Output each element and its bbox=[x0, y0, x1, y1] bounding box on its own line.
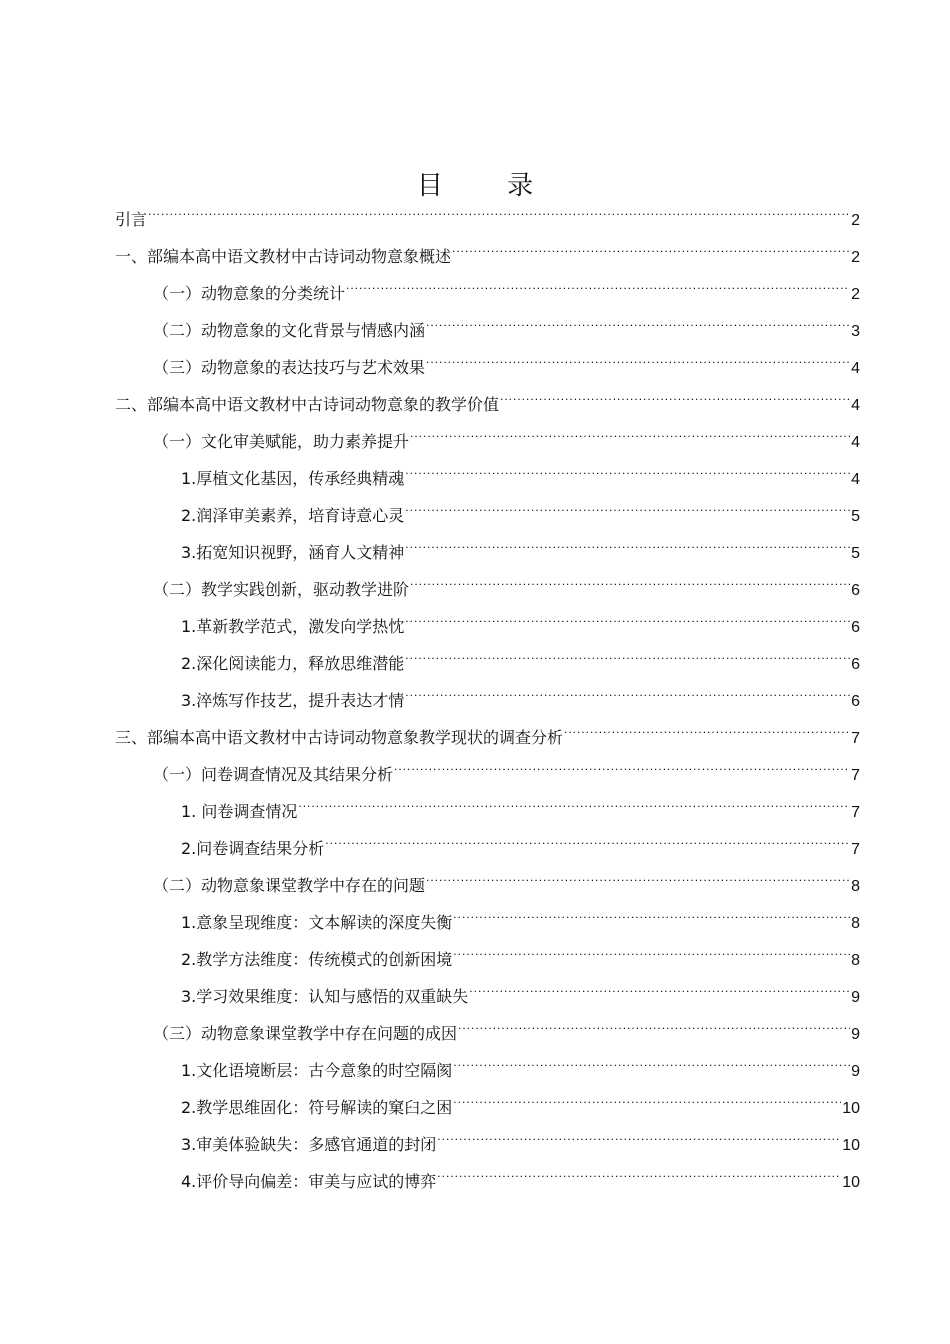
toc-entry-page-number: 7 bbox=[851, 730, 860, 747]
toc-entry-label: 引言 bbox=[115, 210, 148, 229]
toc-entry[interactable] bbox=[115, 1091, 860, 1128]
dot-leader bbox=[453, 1091, 841, 1113]
toc-entry-page-number: 7 bbox=[851, 804, 860, 821]
toc-entry-label: 3.淬炼写作技艺，提升表达才情 bbox=[181, 691, 405, 710]
toc-entry[interactable] bbox=[115, 277, 860, 314]
toc-entry-page-number: 8 bbox=[851, 952, 860, 969]
dot-leader bbox=[426, 869, 850, 891]
dot-leader bbox=[405, 536, 850, 558]
toc-entry-page-number: 9 bbox=[851, 1063, 860, 1080]
toc-entry-label: 1.革新教学范式，激发向学热忱 bbox=[181, 617, 405, 636]
toc-entry-label: 3.审美体验缺失：多感官通道的封闭 bbox=[181, 1135, 437, 1154]
toc-entry-label: 2.润泽审美素养，培育诗意心灵 bbox=[181, 506, 405, 525]
toc-entry-page-number: 8 bbox=[851, 915, 860, 932]
dot-leader bbox=[394, 758, 850, 780]
toc-entry-label: （二）动物意象课堂教学中存在的问题 bbox=[153, 876, 426, 895]
dot-leader bbox=[410, 573, 850, 595]
toc-entry[interactable] bbox=[115, 1128, 860, 1165]
toc-entry[interactable] bbox=[115, 980, 860, 1017]
toc-entry-page-number: 6 bbox=[851, 693, 860, 710]
toc-entry-label: 三、部编本高中语文教材中古诗词动物意象教学现状的调查分析 bbox=[115, 728, 564, 747]
toc-entry[interactable] bbox=[115, 832, 860, 869]
dot-leader bbox=[325, 832, 850, 854]
dot-leader bbox=[452, 240, 850, 262]
dot-leader bbox=[405, 499, 850, 521]
toc-entry[interactable] bbox=[115, 314, 860, 351]
dot-leader bbox=[405, 684, 850, 706]
dot-leader bbox=[564, 721, 850, 743]
toc-entry-label: 2.教学方法维度：传统模式的创新困境 bbox=[181, 950, 453, 969]
dot-leader bbox=[453, 1054, 850, 1076]
toc-entry-label: （三）动物意象课堂教学中存在问题的成因 bbox=[153, 1024, 458, 1043]
toc-entry-label: 3.拓宽知识视野，涵育人文精神 bbox=[181, 543, 405, 562]
toc-entry-label: 1.厚植文化基因，传承经典精魂 bbox=[181, 469, 405, 488]
toc-entry[interactable] bbox=[115, 1054, 860, 1091]
toc-entry[interactable] bbox=[115, 684, 860, 721]
toc-entry-page-number: 4 bbox=[851, 471, 860, 488]
toc-entry[interactable] bbox=[115, 869, 860, 906]
dot-leader bbox=[500, 388, 850, 410]
toc-entry-page-number: 4 bbox=[851, 434, 860, 451]
dot-leader bbox=[437, 1165, 841, 1187]
dot-leader bbox=[148, 203, 850, 225]
toc-entry-page-number: 9 bbox=[851, 1026, 860, 1043]
toc-entry-page-number: 9 bbox=[851, 989, 860, 1006]
toc-entry[interactable] bbox=[115, 758, 860, 795]
toc-entry-label: 3.学习效果维度：认知与感悟的双重缺失 bbox=[181, 987, 469, 1006]
toc-entry-label: （三）动物意象的表达技巧与艺术效果 bbox=[153, 358, 426, 377]
toc-entry-label: 一、部编本高中语文教材中古诗词动物意象概述 bbox=[115, 247, 452, 266]
toc-entry[interactable] bbox=[115, 573, 860, 610]
toc-entry[interactable] bbox=[115, 943, 860, 980]
dot-leader bbox=[346, 277, 850, 299]
dot-leader bbox=[437, 1128, 841, 1150]
toc-entry-page-number: 4 bbox=[851, 360, 860, 377]
toc-entry-page-number: 5 bbox=[851, 508, 860, 525]
toc-entry[interactable] bbox=[115, 240, 860, 277]
page-title: 目 录 bbox=[416, 171, 562, 202]
dot-leader bbox=[298, 795, 850, 817]
dot-leader bbox=[405, 462, 850, 484]
toc-entry[interactable] bbox=[115, 536, 860, 573]
dot-leader bbox=[453, 906, 850, 928]
toc-entry-label: （一）文化审美赋能，助力素养提升 bbox=[153, 432, 410, 451]
dot-leader bbox=[458, 1017, 850, 1039]
toc-entry[interactable] bbox=[115, 906, 860, 943]
toc-entry[interactable] bbox=[115, 610, 860, 647]
toc-entry[interactable] bbox=[115, 425, 860, 462]
dot-leader bbox=[469, 980, 850, 1002]
toc-entry-label: 4.评价导向偏差：审美与应试的博弈 bbox=[181, 1172, 437, 1191]
dot-leader bbox=[410, 425, 850, 447]
toc-entry-page-number: 10 bbox=[842, 1174, 860, 1191]
toc-entry-label: （二）教学实践创新，驱动教学进阶 bbox=[153, 580, 410, 599]
toc-entry-label: 2.问卷调查结果分析 bbox=[181, 839, 325, 858]
toc-entry-label: 1. 问卷调查情况 bbox=[181, 802, 298, 821]
toc-entry-page-number: 2 bbox=[851, 286, 860, 303]
toc-entry[interactable] bbox=[115, 499, 860, 536]
toc-entry-page-number: 8 bbox=[851, 878, 860, 895]
toc-entry-page-number: 2 bbox=[851, 249, 860, 266]
toc-entry-label: （一）动物意象的分类统计 bbox=[153, 284, 346, 303]
toc-entry-page-number: 5 bbox=[851, 545, 860, 562]
toc-entry-page-number: 6 bbox=[851, 619, 860, 636]
toc-entry-label: 1.文化语境断层：古今意象的时空隔阂 bbox=[181, 1061, 453, 1080]
toc-entry[interactable] bbox=[115, 351, 860, 388]
toc-entry[interactable] bbox=[115, 721, 860, 758]
toc-entry[interactable] bbox=[115, 795, 860, 832]
dot-leader bbox=[405, 610, 850, 632]
dot-leader bbox=[453, 943, 850, 965]
toc-entry[interactable] bbox=[115, 647, 860, 684]
toc-entry[interactable] bbox=[115, 462, 860, 499]
toc-entry-page-number: 6 bbox=[851, 656, 860, 673]
table-of-contents bbox=[115, 203, 860, 1202]
dot-leader bbox=[426, 351, 850, 373]
toc-entry-label: 二、部编本高中语文教材中古诗词动物意象的教学价值 bbox=[115, 395, 500, 414]
toc-entry-label: 2.教学思维固化：符号解读的窠臼之困 bbox=[181, 1098, 453, 1117]
toc-entry-label: （二）动物意象的文化背景与情感内涵 bbox=[153, 321, 426, 340]
toc-entry-label: （一）问卷调查情况及其结果分析 bbox=[153, 765, 394, 784]
dot-leader bbox=[405, 647, 850, 669]
toc-entry-page-number: 4 bbox=[851, 397, 860, 414]
toc-entry[interactable] bbox=[115, 1017, 860, 1054]
toc-entry-label: 2.深化阅读能力，释放思维潜能 bbox=[181, 654, 405, 673]
toc-entry-page-number: 7 bbox=[851, 767, 860, 784]
toc-entry[interactable] bbox=[115, 203, 860, 240]
toc-entry-page-number: 7 bbox=[851, 841, 860, 858]
toc-entry-page-number: 2 bbox=[851, 212, 860, 229]
dot-leader bbox=[426, 314, 850, 336]
toc-entry-page-number: 6 bbox=[851, 582, 860, 599]
toc-entry-page-number: 10 bbox=[842, 1100, 860, 1117]
toc-entry-page-number: 3 bbox=[851, 323, 860, 340]
toc-entry[interactable] bbox=[115, 388, 860, 425]
toc-entry-label: 1.意象呈现维度：文本解读的深度失衡 bbox=[181, 913, 453, 932]
toc-entry[interactable] bbox=[115, 1165, 860, 1202]
toc-entry-page-number: 10 bbox=[842, 1137, 860, 1154]
